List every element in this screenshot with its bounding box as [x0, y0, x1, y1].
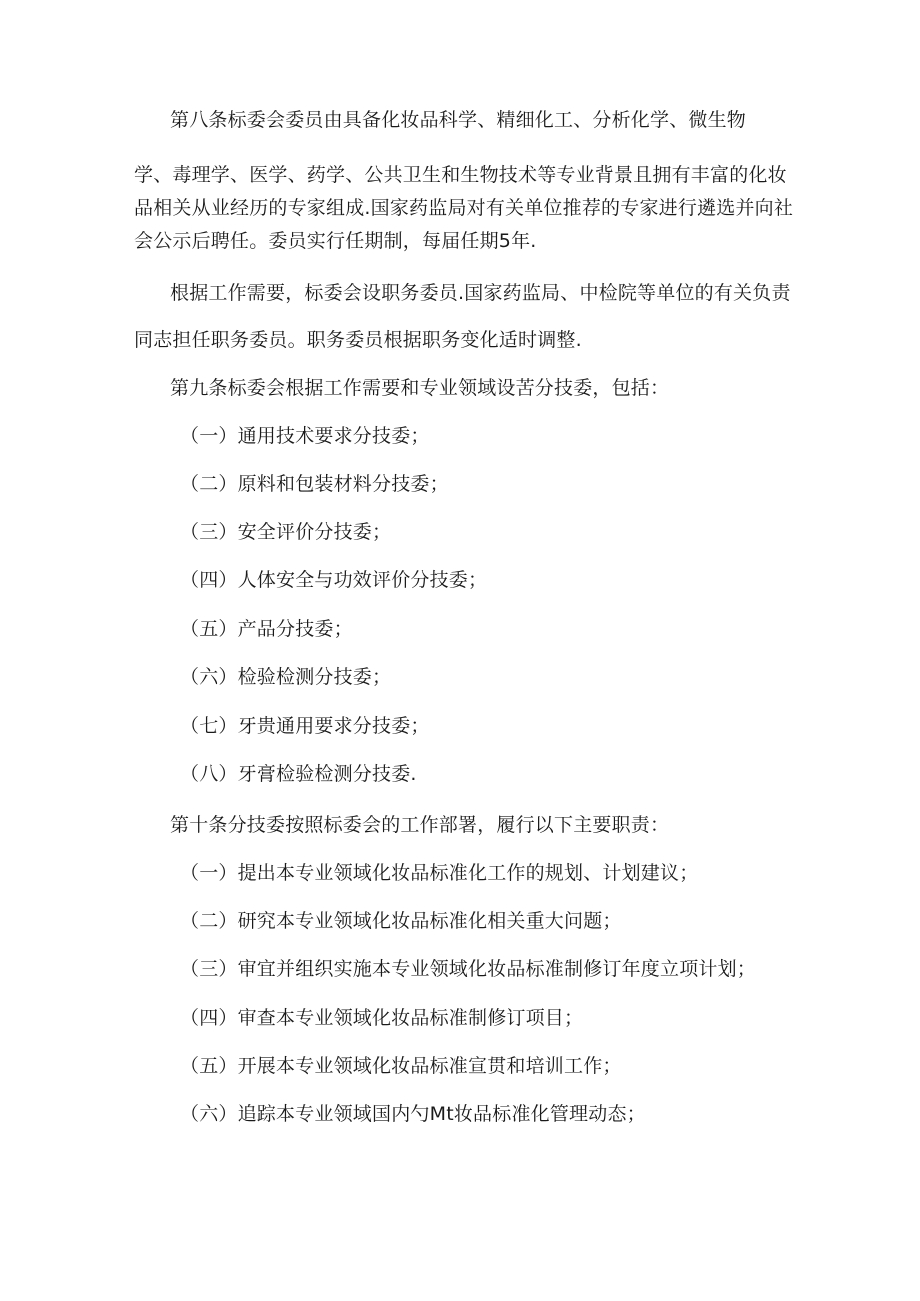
article10-item: （五）开展本专业领域化妆品标准宣贯和培训工作；: [180, 1055, 622, 1077]
article8-line4: 会公示后聘任。委员实行任期制，每届任期5年.: [134, 230, 537, 252]
article9-item: （五）产品分技委；: [180, 618, 353, 640]
article9-intro: 第九条标委会根据工作需要和专业领域设苦分技委，包括：: [170, 377, 670, 399]
para2-line2: 同志担任职务委员。职务委员根据职务变化适时调整.: [134, 329, 582, 351]
article10-item: （二）研究本专业领域化妆品标准化相关重大问题；: [180, 910, 622, 932]
article8-line2: 学、毒理学、医学、药学、公共卫生和生物技术等专业背景且拥有丰富的化妆: [134, 164, 787, 186]
article10-item: （一）提出本专业领域化妆品标准化工作的规划、计划建议；: [180, 862, 699, 884]
article10-intro: 第十条分技委按照标委会的工作部署，履行以下主要职责：: [170, 814, 670, 836]
article8-line3: 品相关从业经历的专家组成.国家药监局对有关单位推荐的专家进行遴选并向社: [134, 197, 794, 219]
article9-item: （六）检验检测分技委；: [180, 666, 392, 688]
article9-item: （二）原料和包装材料分技委；: [180, 473, 449, 495]
para2-line1: 根据工作需要，标委会设职务委员.国家药监局、中检院等单位的有关负责: [170, 282, 791, 304]
article8-line1: 第八条标委会委员由具备化妆品科学、精细化工、分析化学、微生物: [170, 109, 747, 131]
article10-item: （四）审查本专业领域化妆品标准制修订项目；: [180, 1007, 584, 1029]
article9-item: （七）牙贵通用要求分技委；: [180, 715, 430, 737]
article10-item: （三）审宜并组织实施本专业领域化妆品标准制修订年度立项计划；: [180, 958, 757, 980]
article9-item: （一）通用技术要求分技委；: [180, 425, 430, 447]
article10-item: （六）追踪本专业领域国内勺Mt妆品标准化管理动态；: [180, 1103, 646, 1125]
article9-item: （八）牙膏检验检测分技委.: [180, 763, 417, 785]
article9-item: （四）人体安全与功效评价分技委；: [180, 569, 488, 591]
article9-item: （三）安全评价分技委；: [180, 521, 392, 543]
